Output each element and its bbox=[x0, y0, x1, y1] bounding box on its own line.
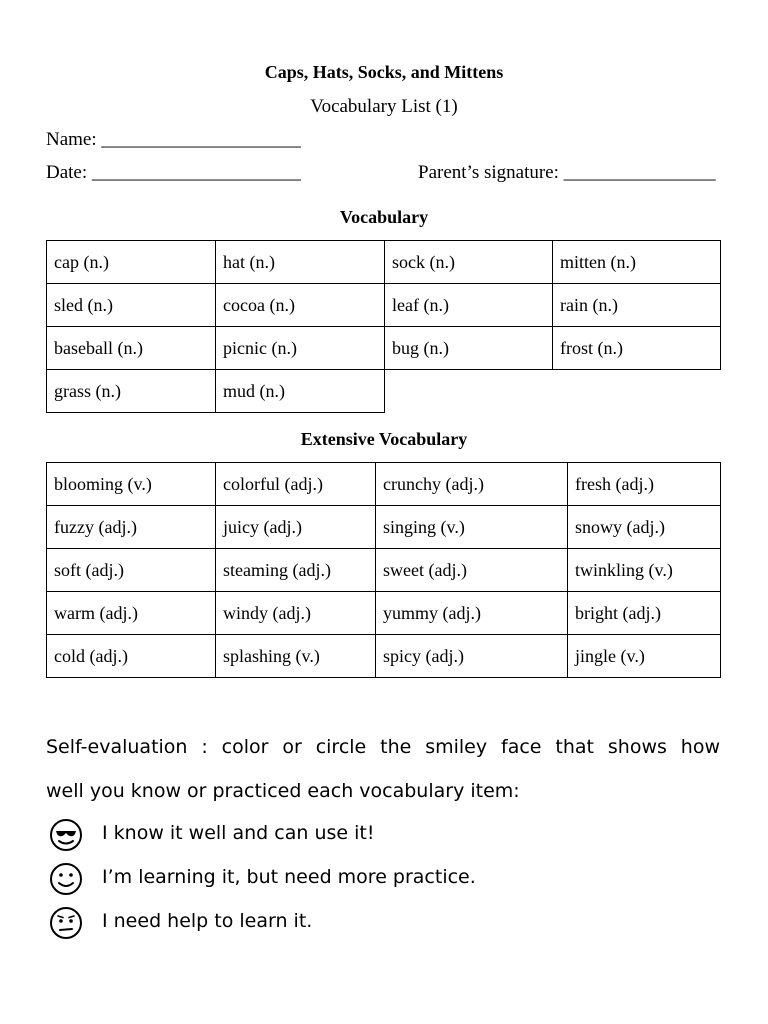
vocab-cell: steaming (adj.) bbox=[216, 549, 376, 592]
vocab-cell: windy (adj.) bbox=[216, 592, 376, 635]
vocab-cell: twinkling (v.) bbox=[568, 549, 721, 592]
confused-face-icon[interactable] bbox=[48, 905, 84, 941]
vocab-cell: cap (n.) bbox=[47, 241, 216, 284]
vocab-cell: splashing (v.) bbox=[216, 635, 376, 678]
parent-signature-field[interactable]: Parent’s signature: ________________ bbox=[418, 162, 716, 183]
empty-cell bbox=[553, 370, 721, 413]
vocab-cell: grass (n.) bbox=[47, 370, 216, 413]
page-title: Caps, Hats, Socks, and Mittens bbox=[264, 62, 504, 82]
vocab-cell: bug (n.) bbox=[385, 327, 553, 370]
vocab-cell: mitten (n.) bbox=[553, 241, 721, 284]
table-row bbox=[47, 284, 721, 327]
table-row bbox=[47, 549, 721, 592]
table-row bbox=[47, 592, 721, 635]
vocab-cell: hat (n.) bbox=[216, 241, 385, 284]
smiling-face-with-sunglasses-icon[interactable] bbox=[48, 817, 84, 853]
slightly-smiling-face-icon[interactable] bbox=[48, 861, 84, 897]
vocab-cell: colorful (adj.) bbox=[216, 463, 376, 506]
vocab-cell: blooming (v.) bbox=[47, 463, 216, 506]
vocab-cell: sled (n.) bbox=[47, 284, 216, 327]
table-row bbox=[47, 241, 721, 284]
table-row bbox=[47, 506, 721, 549]
vocab-cell: bright (adj.) bbox=[568, 592, 721, 635]
vocab-cell: juicy (adj.) bbox=[216, 506, 376, 549]
table-row bbox=[47, 463, 721, 506]
table-row bbox=[47, 327, 721, 370]
vocab-cell: fresh (adj.) bbox=[568, 463, 721, 506]
vocab-cell: spicy (adj.) bbox=[376, 635, 568, 678]
vocab-cell: baseball (n.) bbox=[47, 327, 216, 370]
vocab-cell: soft (adj.) bbox=[47, 549, 216, 592]
vocab-cell: picnic (n.) bbox=[216, 327, 385, 370]
page-subtitle: Vocabulary List (1) bbox=[310, 96, 458, 117]
extensive-vocabulary-heading: Extensive Vocabulary bbox=[300, 429, 468, 449]
vocab-cell: snowy (adj.) bbox=[568, 506, 721, 549]
vocab-cell: cocoa (n.) bbox=[216, 284, 385, 327]
vocab-cell: warm (adj.) bbox=[47, 592, 216, 635]
vocab-cell: jingle (v.) bbox=[568, 635, 721, 678]
vocab-cell: sock (n.) bbox=[385, 241, 553, 284]
vocab-cell: leaf (n.) bbox=[385, 284, 553, 327]
vocab-cell: cold (adj.) bbox=[47, 635, 216, 678]
empty-cell bbox=[385, 370, 553, 413]
legend-text: I know it well and can use it! bbox=[102, 822, 375, 844]
self-evaluation-instructions-line2: well you know or practiced each vocabulary item: bbox=[46, 780, 520, 802]
table-row bbox=[47, 370, 721, 413]
vocab-cell: fuzzy (adj.) bbox=[47, 506, 216, 549]
vocab-cell: crunchy (adj.) bbox=[376, 463, 568, 506]
name-field[interactable]: Name: _____________________ bbox=[46, 129, 301, 150]
vocab-cell: yummy (adj.) bbox=[376, 592, 568, 635]
self-evaluation-instructions-line1: Self-evaluation : color or circle the smiley face that shows how bbox=[46, 736, 720, 758]
legend-text: I need help to learn it. bbox=[102, 910, 313, 932]
vocabulary-table bbox=[46, 240, 721, 413]
vocab-cell: sweet (adj.) bbox=[376, 549, 568, 592]
date-field[interactable]: Date: ______________________ bbox=[46, 162, 301, 183]
vocab-cell: mud (n.) bbox=[216, 370, 385, 413]
table-row bbox=[47, 635, 721, 678]
vocabulary-heading: Vocabulary bbox=[339, 207, 429, 227]
legend-text: I’m learning it, but need more practice. bbox=[102, 866, 476, 888]
vocab-cell: rain (n.) bbox=[553, 284, 721, 327]
vocab-cell: frost (n.) bbox=[553, 327, 721, 370]
extensive-vocabulary-table bbox=[46, 462, 721, 678]
vocab-cell: singing (v.) bbox=[376, 506, 568, 549]
